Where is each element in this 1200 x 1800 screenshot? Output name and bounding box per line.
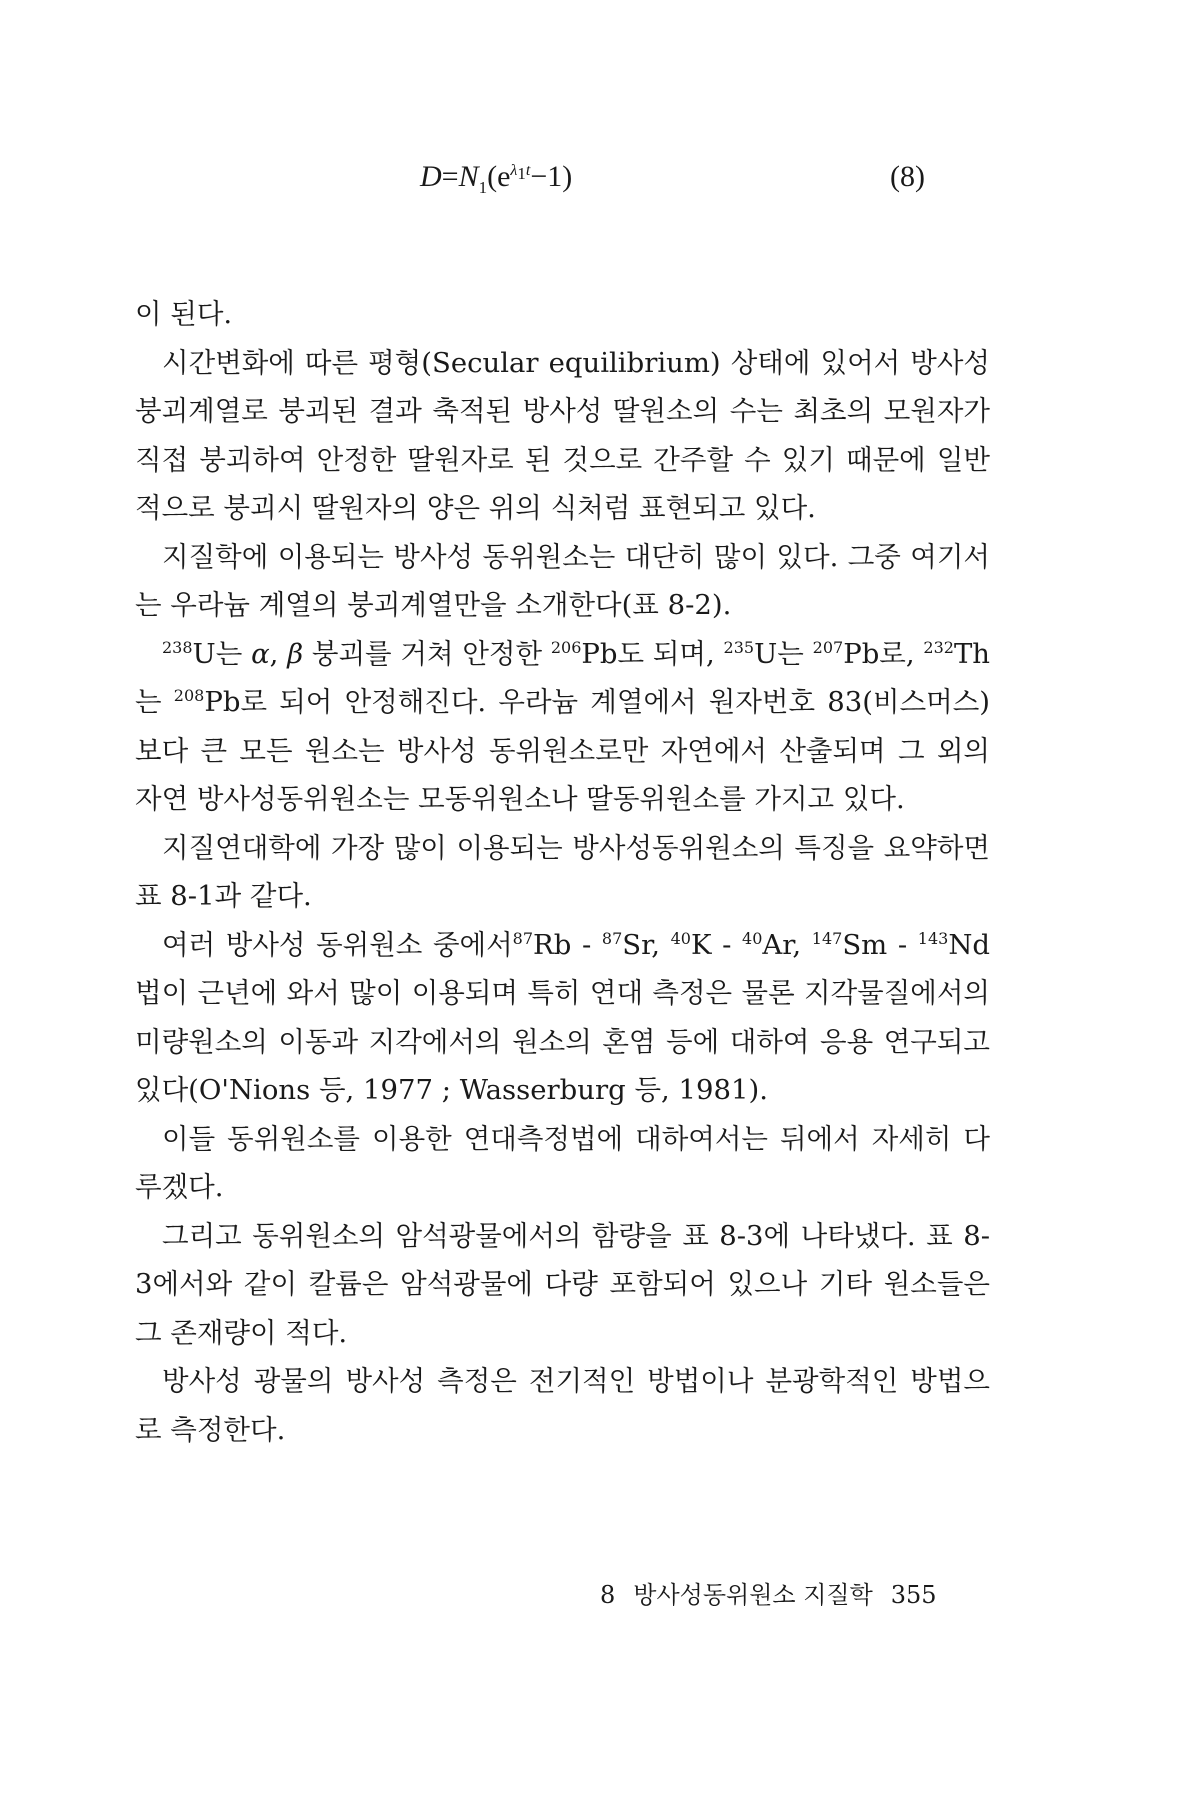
mass-number: 143	[917, 928, 949, 948]
text-run: Pb로 되어 안정해진다. 우라늄 계열에서 원자번호 83(비스머스)보다 큰 모든 원소는 방사성 동위원소로만 자연에서 산출되며 그 외의 자연 방사성동위원소는 모동위원소나 딸동위원소를 가지고 있다.	[135, 686, 990, 815]
eq-equals: =	[441, 160, 459, 193]
paragraph-isotope-methods	[135, 921, 990, 1115]
eq-subscript: 1	[478, 178, 488, 197]
mass-number: 87	[601, 928, 623, 948]
mass-number: 206	[550, 637, 582, 657]
eq-variable-d: D	[420, 160, 442, 193]
decay-equation	[420, 160, 572, 198]
text-run: U는	[754, 637, 813, 670]
text-run: 여러 방사성 동위원소 중에서	[162, 928, 513, 961]
paragraph: 지질학에 이용되는 방사성 동위원소는 대단히 많이 있다. 그중 여기서는 우라늄 계열의 붕괴계열만을 소개한다(표 8-2).	[135, 540, 990, 621]
chapter-number: 8	[600, 1581, 616, 1609]
text-run: Sr,	[622, 928, 671, 961]
page-number: 355	[890, 1581, 937, 1609]
mass-number: 87	[512, 928, 534, 948]
text-run: K -	[690, 928, 743, 961]
mass-number: 147	[811, 928, 843, 948]
paragraph: 지질연대학에 가장 많이 이용되는 방사성동위원소의 특징을 요약하면 표 8-1과 같다.	[135, 831, 990, 912]
mass-number: 207	[812, 637, 844, 657]
eq-close: −1)	[530, 160, 573, 193]
eq-exp-base: (e	[487, 160, 511, 193]
text-run: Pb도 되며,	[581, 637, 724, 670]
eq-time: t	[525, 162, 531, 179]
text-run: Rb -	[533, 928, 602, 961]
page-footer	[600, 1575, 955, 1610]
text-run: 붕괴를 거쳐 안정한	[303, 637, 551, 670]
mass-number: 40	[742, 928, 763, 948]
mass-number: 208	[173, 686, 205, 705]
mass-number: 40	[670, 928, 691, 948]
beta-symbol: β	[287, 637, 304, 670]
paragraph: 이들 동위원소를 이용한 연대측정법에 대하여서는 뒤에서 자세히 다루겠다.	[135, 1122, 990, 1203]
mass-number: 238	[162, 637, 193, 657]
paragraph: 이 된다.	[135, 298, 233, 330]
paragraph: 시간변화에 따른 평형(Secular equilibrium) 상태에 있어서 방사성 붕괴계열로 붕괴된 결과 축적된 방사성 딸원소의 수는 최초의 모원자가 직접 붕괴하여 안정한 딸원자로 된 것으로 간주할 수 있기 때문에 일반적으로 붕괴시 딸원자의 양은 위의 식처럼 표현되고 있다.	[135, 346, 990, 524]
eq-variable-n: N	[458, 160, 479, 193]
text-run: Nd 법이 근년에 와서 많이 이용되며 특히 연대 측정은 물론 지각물질에서의 미량원소의 이동과 지각에서의 원소의 혼염 등에 대하여 응용 연구되고 있다(O'Nions 등, 1977 ; Wasserburg 등, 1981).	[135, 928, 990, 1106]
mass-number: 232	[923, 637, 954, 657]
alpha-symbol: α	[251, 637, 270, 670]
mass-number: 235	[723, 637, 755, 657]
paragraph: 방사성 광물의 방사성 측정은 전기적인 방법이나 분광학적인 방법으로 측정한다.	[135, 1365, 990, 1446]
text-run: ,	[269, 637, 288, 670]
body-text	[135, 290, 990, 1454]
chapter-title: 방사성동위원소 지질학	[633, 1581, 873, 1609]
text-run: Th는	[135, 637, 991, 718]
eq-lambda-sub: 1	[517, 164, 526, 184]
text-run: Sm -	[842, 928, 918, 961]
text-run: Pb로,	[843, 637, 924, 670]
eq-lambda: λ	[510, 162, 518, 179]
paragraph-uranium-series	[135, 630, 990, 824]
equation-number: (8)	[890, 160, 925, 193]
eq-exponent	[510, 162, 531, 184]
paragraph: 그리고 동위원소의 암석광물에서의 함량을 표 8-3에 나타냈다. 표 8-3에서와 같이 칼륨은 암석광물에 다량 포함되어 있으나 기타 원소들은 그 존재량이 적다.	[135, 1219, 990, 1349]
text-run: U는	[192, 637, 252, 670]
text-run: Ar,	[762, 928, 812, 961]
